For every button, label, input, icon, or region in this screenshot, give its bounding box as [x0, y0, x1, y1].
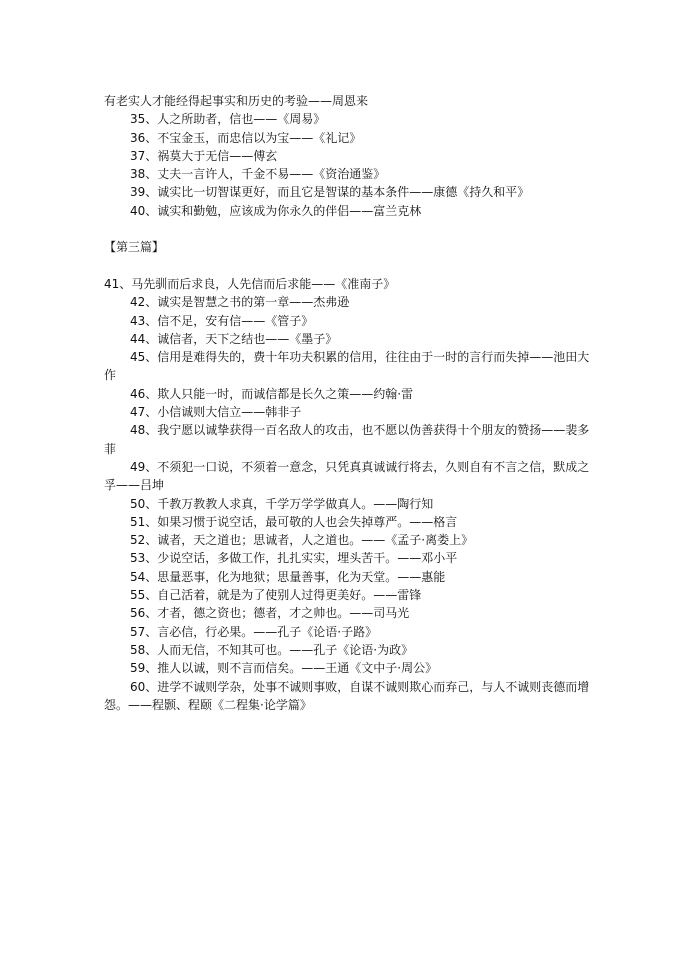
quote-item: 44、诚信者，天下之结也——《墨子》 — [130, 331, 338, 346]
quote-item: 36、不宝金玉，而忠信以为宝——《礼记》 — [130, 130, 362, 145]
quote-item: 47、小信诚则大信立——韩非子 — [130, 405, 302, 420]
quote-item: 41、马先驯而后求良，人先信而后求能——《准南子》 — [104, 276, 396, 291]
quote-item: 50、千教万教教人求真，千学万学学做真人。——陶行知 — [130, 496, 434, 511]
quote-item: 56、才者，德之资也；德者，才之帅也。——司马光 — [130, 606, 410, 621]
quote-item: 39、诚实比一切智谋更好，而且它是智谋的基本条件——康德《持久和平》 — [130, 185, 530, 200]
quote-item: 54、思量恶事，化为地狱；思量善事，化为天堂。——惠能 — [130, 569, 446, 584]
quote-item: 35、人之所助者，信也——《周易》 — [130, 112, 326, 127]
quote-item: 57、言必信，行必果。——孔子《论语·子路》 — [130, 624, 378, 639]
spacer — [104, 220, 590, 238]
section-heading: 【第三篇】 — [104, 240, 165, 255]
quote-item: 60、进学不诚则学杂，处事不诚则事败，自谋不诚则欺心而弃己，与人不诚则丧德而增怨。——程颢、程颐《二程集·论学篇》 — [104, 679, 590, 712]
quote-item: 38、丈夫一言许人，千金不易——《资治通鉴》 — [130, 167, 386, 182]
quote-item: 55、自己活着，就是为了使别人过得更美好。——雷锋 — [130, 588, 422, 603]
section2-list — [104, 293, 590, 714]
quote-item: 53、少说空话，多做工作，扎扎实实，埋头苦干。——邓小平 — [130, 551, 458, 566]
quote-item: 59、推人以诚，则不言而信矣。——王通《文中子·周公》 — [130, 661, 438, 676]
quote-item: 51、如果习惯于说空话，最可敬的人也会失掉尊严。——格言 — [130, 514, 458, 529]
quote-item: 49、不须犯一口说，不须着一意念，只凭真真诚诚行将去，久则自有不言之信，默成之孚——吕坤 — [104, 459, 590, 493]
quote-item: 45、信用是难得失的，费十年功夫积累的信用，往往由于一时的言行而失掉——池田大作 — [104, 350, 590, 383]
document-page — [104, 92, 590, 714]
quote-item: 42、诚实是智慧之书的第一章——杰弗逊 — [130, 295, 350, 310]
quote-item: 58、人而无信，不知其可也。——孔子《论语·为政》 — [130, 642, 414, 657]
quote-item: 46、欺人只能一时，而诚信都是长久之策——约翰·雷 — [130, 386, 414, 401]
intro-line: 有老实人才能经得起事实和历史的考验——周恩来 — [104, 94, 369, 108]
quote-item: 52、诚者，天之道也；思诚者，人之道也。——《孟子·离娄上》 — [130, 533, 474, 548]
quote-item: 37、祸莫大于无信——傅玄 — [130, 148, 278, 163]
section1-list — [104, 110, 590, 220]
quote-item: 43、信不足，安有信——《管子》 — [130, 313, 314, 328]
quote-item: 48、我宁愿以诚挚获得一百名敌人的攻击，也不愿以伪善获得十个朋友的赞扬——裴多菲 — [104, 423, 590, 456]
quote-item: 40、诚实和勤勉，应该成为你永久的伴侣——富兰克林 — [130, 203, 422, 218]
spacer — [104, 257, 590, 275]
